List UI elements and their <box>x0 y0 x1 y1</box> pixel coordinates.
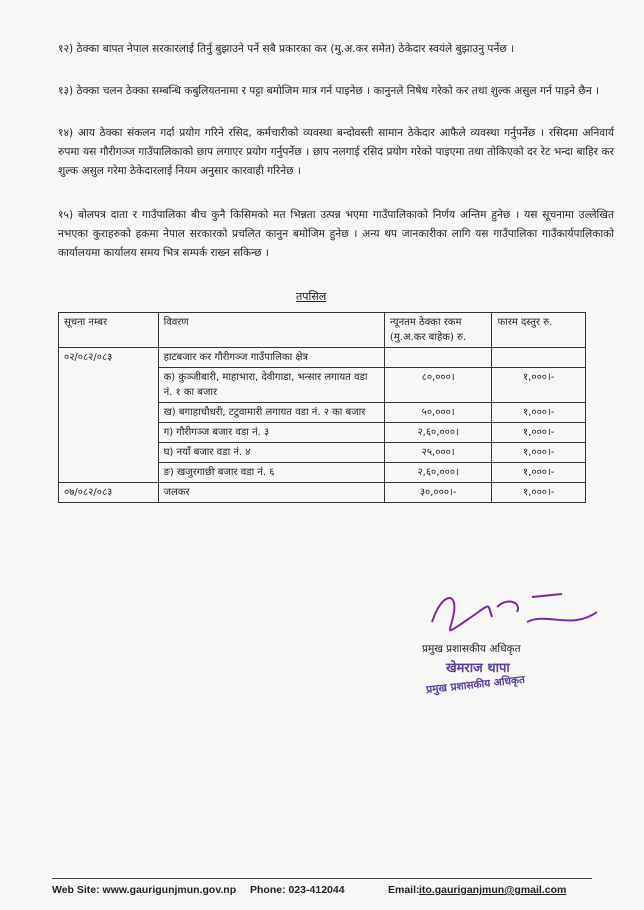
header-description: विवरण <box>158 313 384 348</box>
footer-phone: Phone: 023-412044 <box>250 884 345 896</box>
description-cell: घ) नयाँ बजार वडा नं. ४ <box>158 443 384 463</box>
group-title-cell: हाटबजार कर गौरीगञ्ज गाउँपालिका क्षेत्र <box>158 348 384 368</box>
description-cell: क) कुञ्जीबारी, माहाभारा, देवीगाडा, भन्सार लगायत वडा नं. १ का बजार <box>158 368 384 403</box>
stamp-title: प्रमुख प्रशासकीय अधिकृत <box>425 673 526 697</box>
stamp-name: खेमराज थापा <box>446 661 510 676</box>
table-row <box>59 348 586 368</box>
clause-12: १२) ठेक्का बापत नेपाल सरकारलाई तिर्नु बुझाउने पर्ने सबै प्रकारका कर (मु.अ.कर समेत) ठेकेदार स्वयंले बुझाउनु पर्नेछ । <box>58 43 515 55</box>
table-header-row <box>59 313 586 348</box>
amount-cell: २,६०,०००। <box>384 463 492 483</box>
footer-email-label: Email: <box>388 884 420 896</box>
clause-13: १३) ठेक्का चलन ठेक्का सम्बन्धि कबुलियतनामा र पट्टा बमोजिम मात्र गर्न पाइनेछ । कानुनले निषेध गरेको कर तथा शुल्क असुल गर्न पाइने छैन । <box>58 85 600 97</box>
fee-cell: १,०००।- <box>492 403 586 423</box>
fee-cell: १,०००।- <box>492 443 586 463</box>
notice-number-cell: ०७/०८२/०८३ <box>59 483 159 503</box>
fee-cell: १,०००।- <box>492 423 586 443</box>
amount-cell: ५०,०००। <box>384 403 492 423</box>
header-form-fee: फारम दस्तुर रु. <box>492 313 586 348</box>
footer-email-link[interactable]: ito.gauriganjmun@gmail.com <box>419 884 567 896</box>
fee-cell: १,०००।- <box>492 463 586 483</box>
schedule-caption: तपसिल <box>296 290 327 303</box>
description-cell: ग) गौरीगञ्ज बजार वडा नं. ३ <box>158 423 384 443</box>
signatory-title: प्रमुख प्रशासकीय अधिकृत <box>422 643 521 655</box>
footer-divider <box>52 878 592 879</box>
amount-cell: २,६०,०००। <box>384 423 492 443</box>
fee-cell: १,०००।- <box>492 368 586 403</box>
footer-website[interactable]: Web Site: www.gaurigunjmun.gov.np <box>52 884 237 896</box>
amount-cell: २५,०००। <box>384 443 492 463</box>
header-notice-number: सूचना नम्बर <box>59 313 159 348</box>
empty-cell <box>384 348 492 368</box>
amount-cell: ३०,०००।- <box>384 483 492 503</box>
empty-cell <box>492 348 586 368</box>
handwritten-signature-icon <box>412 582 612 642</box>
table-row <box>59 483 586 503</box>
header-min-amount: न्यूनतम ठेक्का रकम (मु.अ.कर बाहेक) रु. <box>384 313 492 348</box>
description-cell: ङ) खजुरगाछी बजार वडा नं. ६ <box>158 463 384 483</box>
clause-14: १४) आय ठेक्का संकलन गर्दा प्रयोग गरिने रसिद, कर्मचारीको व्यवस्था बन्दोवस्ती सामान ठेकेदार आफैले व्यवस्था गर्नुपर्नेछ । रसिदमा अनिवार्य रुपमा यस गौरीगञ्ज गाउँपालिकाको छाप लगाएर प्रयोग गर्नुपर्नेछ । छाप नलगाई रसिद प्रयोग गरेको पाइएमा तथा तोकिएको दर रेट भन्दा बाहिर कर शुल्क असुल गरेमा ठेकेदारलाई नियम अनुसार कारवाही गरिनेछ । <box>58 127 614 177</box>
signature-block <box>412 582 622 702</box>
description-cell: जलकर <box>158 483 384 503</box>
amount-cell: ८०,०००। <box>384 368 492 403</box>
fee-cell: १,०००।- <box>492 483 586 503</box>
description-cell: ख) बगाहाचौधरी, टटुवामारी लगायत वडा नं. २ का बजार <box>158 403 384 423</box>
schedule-table <box>58 312 586 503</box>
notice-number-cell: ०२/०८२/०८३ <box>59 348 159 483</box>
clause-15: १५) बोलपत्र दाता र गाउँपालिका बीच कुनै किसिमको मत भिन्नता उत्पन्न भएमा गाउँपालिकाको निर्णय अन्तिम हुनेछ । यस सूचनामा उल्लेखित नभएका कुराहरुको हकमा नेपाल सरकारको प्रचलित कानुन बमोजिम हुनेछ । अन्य थप जानकारीका लागि यस गाउँपालिका गाउँकार्यपालिकाको कार्यालयमा कार्यालय समय भित्र सम्पर्क राख्न सकिन्छ । <box>58 209 614 259</box>
